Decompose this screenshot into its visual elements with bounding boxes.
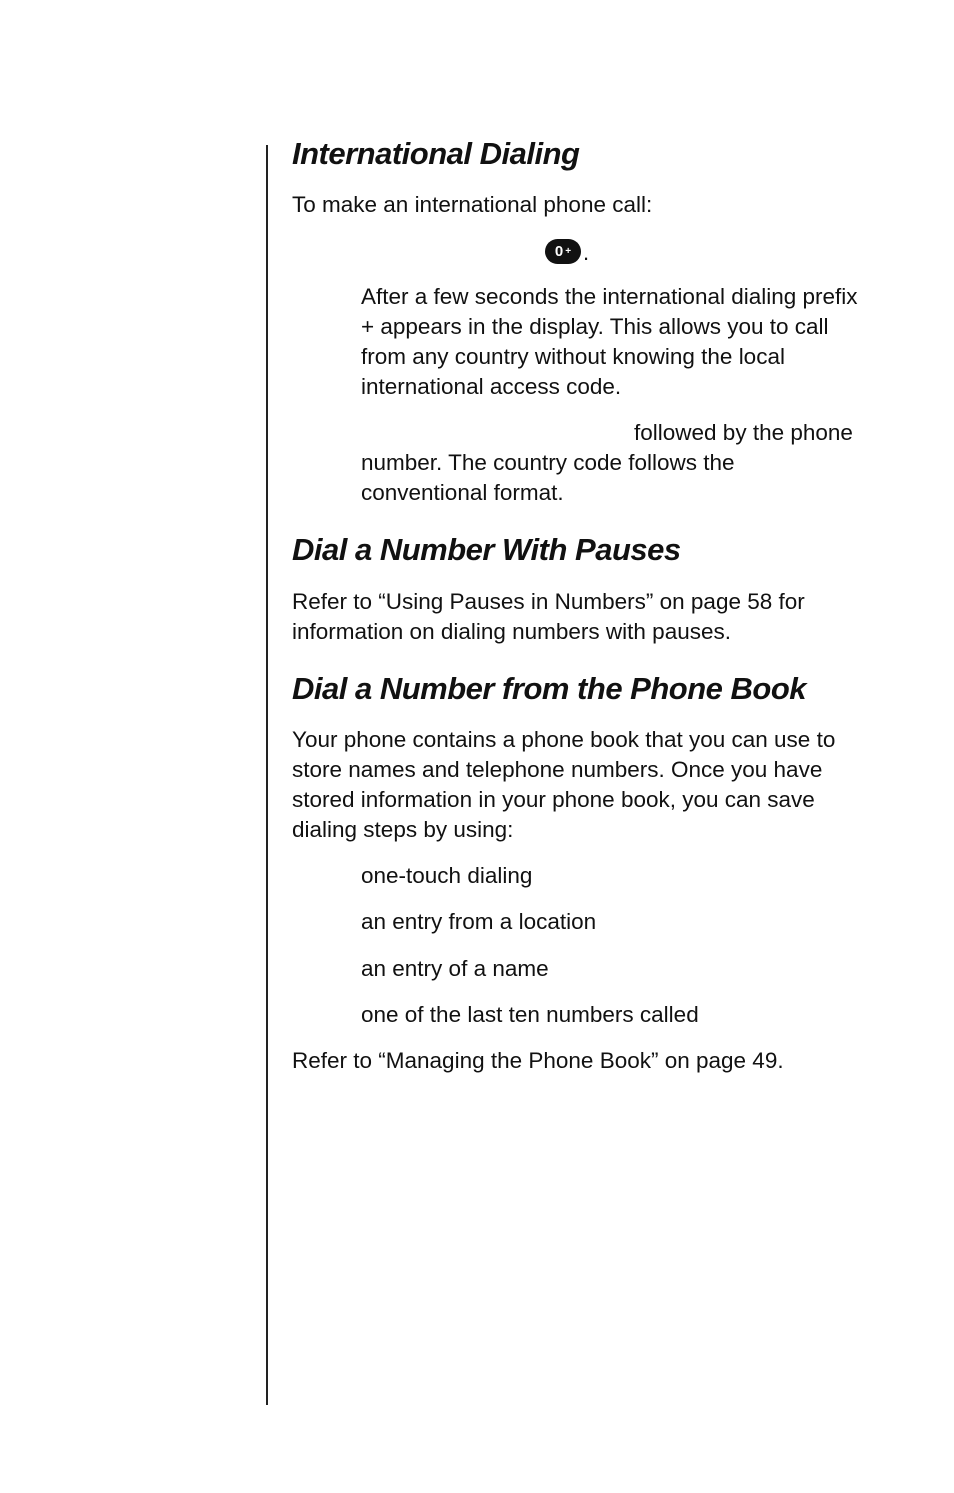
intl-prefix-note: After a few seconds the international dialing prefix + appears in the display. This allows you to call from any country without knowing the local international access code. <box>361 284 858 399</box>
margin-rule <box>266 145 268 1405</box>
list-item: an entry of a name <box>361 956 549 981</box>
phone-book-heading: Dial a Number from the Phone Book <box>292 671 807 706</box>
list-item: an entry from a location <box>361 909 597 934</box>
intl-country-code-step: followed by the phone number. The country code follows the conventional format. <box>361 420 853 505</box>
list-item: one-touch dialing <box>361 863 533 888</box>
key-period: . <box>583 240 590 265</box>
key-instruction <box>545 239 589 264</box>
zero-plus-key-icon: 0 + <box>545 239 581 264</box>
pauses-heading: Dial a Number With Pauses <box>292 532 681 567</box>
pauses-body: Refer to “Using Pauses in Numbers” on page 58 for information on dialing numbers with pauses. <box>292 589 805 644</box>
phone-book-body: Your phone contains a phone book that you can use to store names and telephone numbers. Once you have stored information in your phone book, you can save dialing steps by using: <box>292 727 836 842</box>
intl-intro: To make an international phone call: <box>292 192 653 217</box>
list-item: one of the last ten numbers called <box>361 1002 699 1027</box>
phone-book-reference: Refer to “Managing the Phone Book” on page 49. <box>292 1048 784 1073</box>
international-dialing-heading: International Dialing <box>292 136 580 171</box>
